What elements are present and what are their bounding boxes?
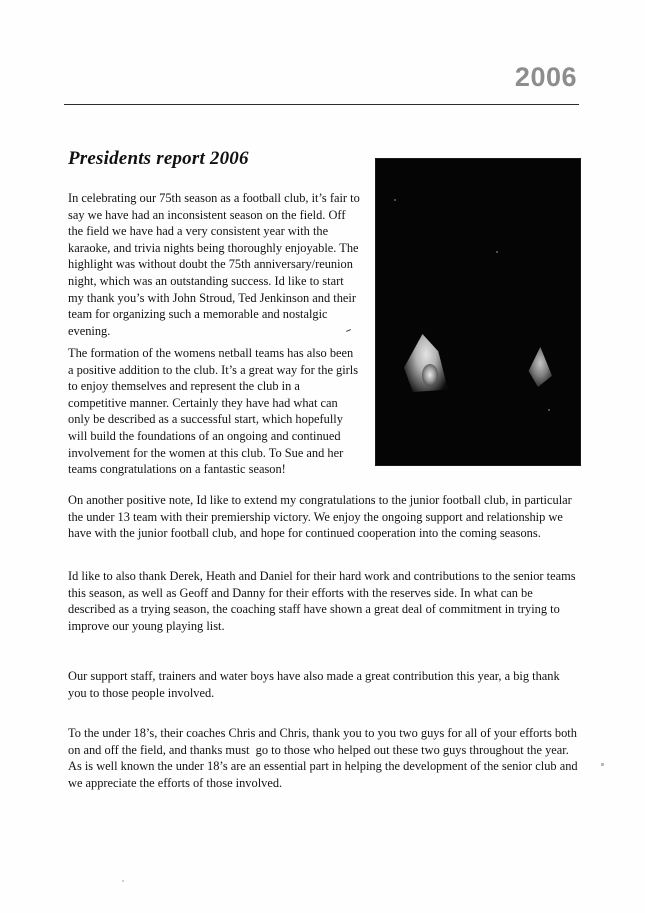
page-year-heading: 2006 (514, 62, 577, 92)
page-title: Presidents report 2006 (68, 148, 249, 169)
paragraph-under-18s: To the under 18’s, their coaches Chris and Chris, thank you to you two guys for all of your efforts both on and off the field, and thanks must go to those who helped out these two guys throughout the year. As is well known the under 18’s are an essential part in helping the development of the senior club and we appreciate the efforts of those involved. (68, 726, 581, 790)
photo-highlight-right (526, 347, 552, 387)
paragraph-support-staff: Our support staff, trainers and water boys have also made a great contribution this year, a big thank you to those people involved. (68, 669, 563, 700)
photo-speck (548, 409, 550, 411)
header-divider (64, 104, 579, 105)
paragraph-netball: The formation of the womens netball teams has also been a positive addition to the club. It’s a great way for the girls to enjoy themselves and represent the club in a competitive manner. Certainly they have had what can only be described as a successful start, which hopefully will build the foundations of an ongoing and continued involvement for the women at this club. To Sue and her teams congratulations on a fantastic season! (68, 346, 362, 477)
paragraph-junior-club: On another positive note, Id like to extend my congratulations to the junior football club, in particular the under 13 team with their premiership victory. We enjoy the ongoing support and relationship we have with the junior football club, and hope for continued cooperation into the coming seasons. (68, 493, 575, 541)
photo-speck (496, 251, 498, 253)
scan-artifact (601, 763, 604, 766)
dark-photograph (375, 158, 581, 466)
photo-speck (394, 199, 396, 201)
photo-highlight-core (422, 364, 438, 386)
paragraph-opening: In celebrating our 75th season as a football club, it’s fair to say we have had an inconsistent season on the field. Off the field we have had a very consistent year with the karaoke, and trivia nights being thoroughly enjoyable. The highlight was without doubt the 75th anniversary/reunion night, which was an outstanding success. Id like to start my thank you’s with John Stroud, Ted Jenkinson and their team for organizing such a memorable and nostalgic evening. (68, 191, 363, 338)
paragraph-coaches-thanks: Id like to also thank Derek, Heath and Daniel for their hard work and contributions to the senior teams this season, as well as Geoff and Danny for their efforts with the reserves side. In what can be described as a trying season, the coaching staff have shown a great deal of commitment in trying to improve our young playing list. (68, 569, 579, 633)
scan-artifact (122, 880, 124, 882)
